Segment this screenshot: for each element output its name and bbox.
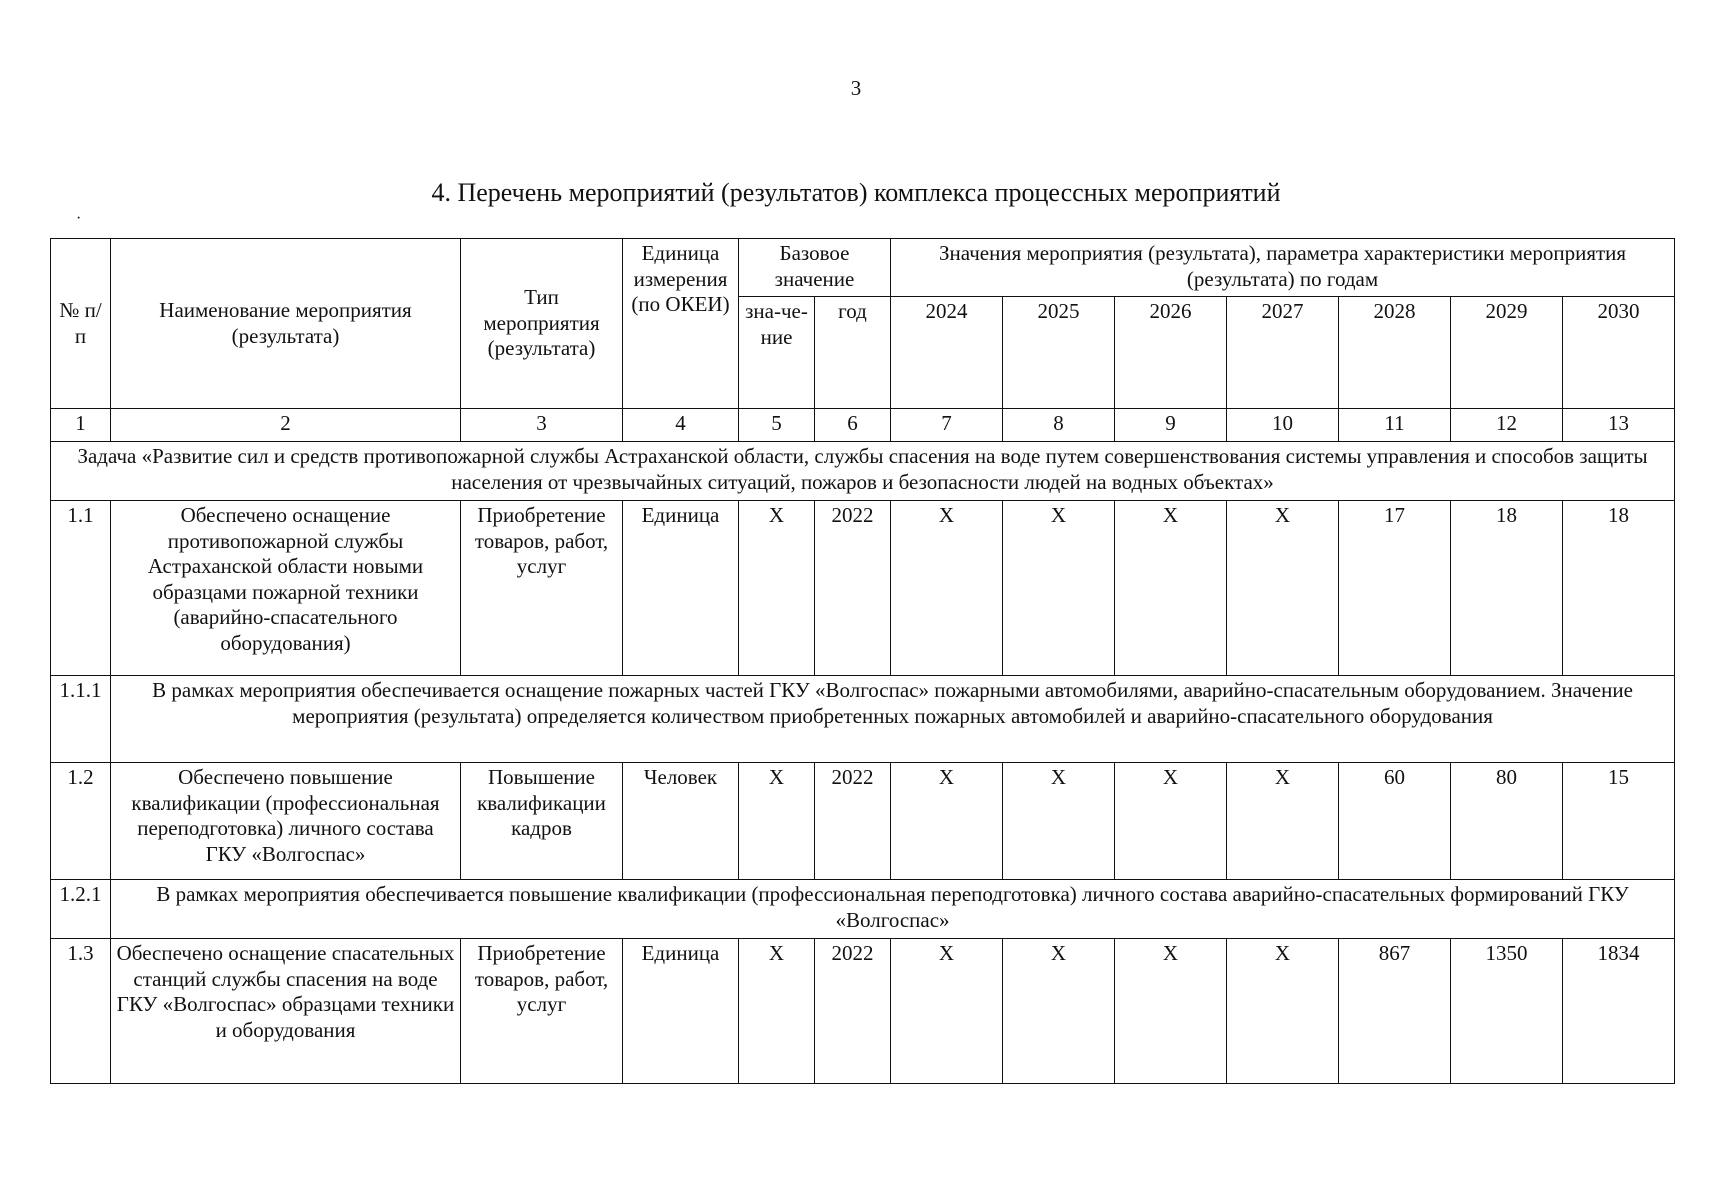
row-unit: Единица — [623, 939, 739, 1084]
row-value-2028: 867 — [1339, 939, 1451, 1084]
row-name: Обеспечено оснащение противопожарной службы Астраханской области новыми образцами пожарной техники (аварийно-спасательного оборудования) — [111, 501, 461, 676]
row-value-2025: X — [1003, 501, 1115, 676]
row-value-2025: X — [1003, 763, 1115, 880]
row-type: Повышение квалификации кадров — [461, 763, 623, 880]
column-number: 6 — [815, 409, 891, 442]
column-number: 4 — [623, 409, 739, 442]
row-value-2030: 18 — [1563, 501, 1675, 676]
row-note: В рамках мероприятия обеспечивается повышение квалификации (профессиональная переподготовка) личного состава аварийно-спасательных формирований ГКУ «Волгоспас» — [111, 880, 1675, 939]
row-value-2029: 18 — [1451, 501, 1563, 676]
row-value-2028: 60 — [1339, 763, 1451, 880]
row-value-2030: 15 — [1563, 763, 1675, 880]
column-number: 12 — [1451, 409, 1563, 442]
row-value-2029: 80 — [1451, 763, 1563, 880]
row-value-2027: X — [1227, 501, 1339, 676]
table-row — [51, 763, 1675, 880]
header-row-top — [51, 239, 1675, 297]
header-type: Тип мероприятия (результата) — [461, 239, 623, 409]
row-value-2025: X — [1003, 939, 1115, 1084]
header-base: Базовое значение — [739, 239, 891, 297]
header-values: Значения мероприятия (результата), параметра характеристики мероприятия (результата) по годам — [891, 239, 1675, 297]
task-text: Задача «Развитие сил и средств противопожарной службы Астраханской области, службы спасения на воде путем совершенствования системы управления и способов защиты населения от чрезвычайных ситуаций, пожаров и безопасности людей на водных объектах» — [51, 442, 1675, 501]
column-number: 5 — [739, 409, 815, 442]
header-year: 2030 — [1563, 297, 1675, 409]
row-value-2028: 17 — [1339, 501, 1451, 676]
row-type: Приобретение товаров, работ, услуг — [461, 501, 623, 676]
header-year: 2029 — [1451, 297, 1563, 409]
row-value-2027: X — [1227, 763, 1339, 880]
row-base-value: X — [739, 939, 815, 1084]
row-value-2024: X — [891, 501, 1003, 676]
row-num: 1.1 — [51, 501, 111, 676]
row-name: Обеспечено оснащение спасательных станций службы спасения на воде ГКУ «Волгоспас» образцами техники и оборудования — [111, 939, 461, 1084]
column-number: 11 — [1339, 409, 1451, 442]
page-number: 3 — [850, 76, 862, 100]
row-unit: Единица — [623, 501, 739, 676]
column-number: 10 — [1227, 409, 1339, 442]
row-num: 1.2 — [51, 763, 111, 880]
row-value-2024: X — [891, 763, 1003, 880]
row-base-year: 2022 — [815, 501, 891, 676]
column-number: 13 — [1563, 409, 1675, 442]
table-row — [51, 501, 1675, 676]
note-row — [51, 676, 1675, 763]
row-value-2029: 1350 — [1451, 939, 1563, 1084]
row-num: 1.3 — [51, 939, 111, 1084]
row-name: Обеспечено повышение квалификации (профессиональная переподготовка) личного состава ГКУ «Волгоспас» — [111, 763, 461, 880]
row-unit: Человек — [623, 763, 739, 880]
row-base-value: X — [739, 763, 815, 880]
header-name: Наименование мероприятия (результата) — [111, 239, 461, 409]
row-base-year: 2022 — [815, 763, 891, 880]
row-base-year: 2022 — [815, 939, 891, 1084]
header-num: № п/п — [51, 239, 111, 409]
row-note: В рамках мероприятия обеспечивается оснащение пожарных частей ГКУ «Волгоспас» пожарными автомобилями, аварийно-спасательным оборудованием. Значение мероприятия (результата) определяется количеством приобретенных пожарных автомобилей и аварийно-спасательного оборудования — [111, 676, 1675, 763]
column-number: 8 — [1003, 409, 1115, 442]
header-unit: Единица измерения (по ОКЕИ) — [623, 239, 739, 409]
row-value-2026: X — [1115, 763, 1227, 880]
header-year: 2028 — [1339, 297, 1451, 409]
header-year: 2024 — [891, 297, 1003, 409]
row-value-2024: X — [891, 939, 1003, 1084]
row-num: 1.1.1 — [51, 676, 111, 763]
row-value-2026: X — [1115, 501, 1227, 676]
header-base-year: год — [815, 297, 891, 409]
page-title: 4. Перечень мероприятий (результатов) комплекса процессных мероприятий — [431, 178, 1281, 207]
column-number: 7 — [891, 409, 1003, 442]
column-number-row — [51, 409, 1675, 442]
header-base-value: зна-че-ние — [739, 297, 815, 409]
header-year: 2026 — [1115, 297, 1227, 409]
header-year: 2027 — [1227, 297, 1339, 409]
row-type: Приобретение товаров, работ, услуг — [461, 939, 623, 1084]
row-value-2027: X — [1227, 939, 1339, 1084]
column-number: 3 — [461, 409, 623, 442]
measures-table — [50, 238, 1675, 1084]
table-row — [51, 939, 1675, 1084]
row-value-2030: 1834 — [1563, 939, 1675, 1084]
column-number: 9 — [1115, 409, 1227, 442]
header-year: 2025 — [1003, 297, 1115, 409]
task-row — [51, 442, 1675, 501]
row-base-value: X — [739, 501, 815, 676]
row-num: 1.2.1 — [51, 880, 111, 939]
row-value-2026: X — [1115, 939, 1227, 1084]
column-number: 1 — [51, 409, 111, 442]
note-row — [51, 880, 1675, 939]
column-number: 2 — [111, 409, 461, 442]
stray-dot-mark: · — [76, 210, 82, 227]
